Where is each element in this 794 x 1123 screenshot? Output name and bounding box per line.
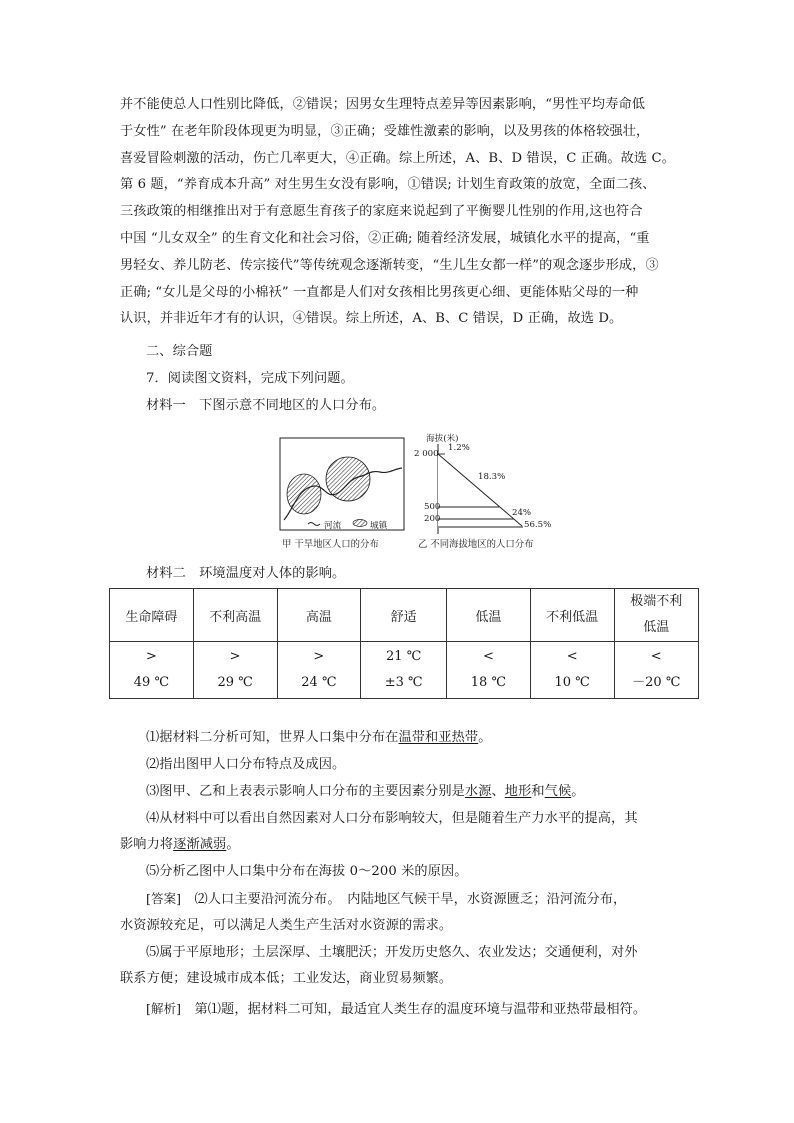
table-cell — [530, 642, 614, 699]
question-3 — [146, 779, 711, 806]
question-4-line1: ⑷从材料中可以看出自然因素对人口分布影响较大，但是随着生产力水平的提高，其 — [146, 811, 638, 826]
answer-line2: 水资源较充足，可以满足人类生产生活对水资源的需求。 — [120, 918, 453, 933]
table-header-cell: 不利高温 — [193, 589, 277, 642]
q3-end: 。 — [571, 784, 585, 799]
figure-caption-left: 甲 干旱地区人口的分布 — [282, 539, 379, 550]
analysis-tag: [解析] — [146, 1001, 182, 1016]
cell-op: < — [482, 649, 494, 664]
question-7: 7．阅读图文资料，完成下列问题。 — [146, 371, 354, 386]
table-cell — [614, 642, 698, 699]
table-row — [110, 642, 699, 699]
table-header-row — [110, 589, 699, 642]
town-legend-symbol — [353, 520, 367, 527]
table-header-cell: 高温 — [277, 589, 361, 642]
material-one: 材料一 下图示意不同地区的人口分布。 — [146, 398, 386, 413]
q4-text: 影响力将 — [120, 837, 174, 852]
pct-label: 18.3% — [478, 472, 506, 482]
q3-answer-water: 水源 — [464, 784, 492, 799]
question-5: ⑸分析乙图中人口集中分布在海拔 0～200 米的原因。 — [146, 864, 468, 879]
answer-line3: ⑸属于平原地形；土层深厚、土壤肥沃；开发历史悠久、农业发达；交通便利，对外 — [146, 945, 638, 960]
table-header-cell: 生命障碍 — [110, 589, 194, 642]
text-line: 正确; “女儿是父母的小棉袄” 一直都是人们对女孩相比男孩更心细、更能体贴父母的一种 — [120, 285, 639, 300]
cell-op: < — [650, 649, 662, 664]
cell-value: 18 ℃ — [470, 675, 506, 690]
tick-label: 500 — [424, 502, 441, 512]
text-line: 第 6 题，“养育成本升高” 对生男生女没有影响，①错误; 计划生育政策的放宽，全面二孩、 — [120, 177, 656, 192]
material-two: 材料二 环境温度对人体的影响。 — [146, 566, 346, 581]
header-wrap: 极端不利低温 — [630, 594, 683, 635]
temperature-table — [109, 588, 699, 699]
answer-tag: [答案] — [146, 891, 182, 906]
text-line: 男轻女、养儿防老、传宗接代”等传统观念逐渐转变，“生儿生女都一样”的观念逐步形成，③ — [120, 258, 659, 273]
section-title: 二、综合题 — [146, 344, 213, 359]
cell-op: > — [229, 649, 241, 664]
table-cell — [361, 642, 447, 699]
cell-op: > — [145, 649, 157, 664]
text-line: 并不能使总人口性别比降低，②错误；因男女生理特点差异等因素影响，“男性平均寿命低 — [120, 97, 646, 112]
cell-value: 10 ℃ — [554, 675, 590, 690]
answer-text: ⑵人口主要沿河流分布。 内陆地区气候干旱，水资源匮乏；沿河流分布， — [194, 892, 627, 907]
q3-text: ⑶图甲、乙和上表表示影响人口分布的主要因素分别是 — [146, 784, 465, 799]
text-line: 喜爱冒险刺激的活动，伤亡几率更大，④正确。综上所述，A、B、D 错误，C 正确。故选 C。 — [120, 151, 675, 166]
legend-town-label: 城镇 — [370, 521, 388, 531]
table-header-cell: 低温 — [447, 589, 531, 642]
figure-caption-right: 乙 不同海拔地区的人口分布 — [418, 539, 534, 550]
q4-answer: 逐渐减弱 — [173, 837, 227, 852]
tick-label: 200 — [424, 514, 441, 524]
pct-label: 24% — [512, 508, 532, 518]
cell-op: < — [566, 649, 578, 664]
text-line: 三孩政策的相继推出对于有意愿生育孩子的家庭来说起到了平衡婴儿性别的作用,这也符合 — [120, 204, 643, 219]
q3-and: 和 — [531, 784, 545, 799]
analysis-line1 — [146, 996, 711, 1024]
question-2: ⑵指出图甲人口分布特点及成因。 — [146, 757, 346, 772]
text-line: 中国 “儿女双全” 的生育文化和社会习俗，②正确; 随着经济发展，城镇化水平的提高，“重 — [120, 231, 650, 246]
table-cell — [277, 642, 361, 699]
answer-line1 — [146, 886, 711, 914]
river-legend-symbol — [308, 523, 320, 526]
q1-end: 。 — [478, 730, 492, 745]
text-line: 认识，并非近年才有的认识，④错误。综上所述，A、B、C 错误，D 正确，故选 D。 — [120, 311, 623, 326]
table-header-cell — [614, 589, 698, 642]
population-figure — [278, 430, 568, 555]
altitude-axis-label: 海拔(米) — [426, 434, 459, 444]
table-header-cell: 不利低温 — [530, 589, 614, 642]
table-cell — [110, 642, 194, 699]
pct-label: 1.2% — [448, 443, 470, 453]
table-cell — [193, 642, 277, 699]
q1-text: ⑴据材料二分析可知，世界人口集中分布在 — [146, 730, 399, 745]
cell-op: 21 ℃ — [386, 649, 422, 664]
cell-value: 29 ℃ — [217, 675, 253, 690]
pct-label: 56.5% — [524, 520, 552, 530]
analysis-text: 第⑴题，据材料二可知，最适宜人类生存的温度环境与温带和亚热带最相符。 — [194, 1002, 647, 1017]
question-1 — [146, 725, 711, 752]
q3-answer-terrain: 地形 — [504, 784, 532, 799]
cell-value: －20 ℃ — [632, 675, 681, 690]
q3-sep: 、 — [491, 784, 505, 799]
table-header-cell: 舒适 — [361, 589, 447, 642]
cell-value: 24 ℃ — [301, 675, 337, 690]
q4-end: 。 — [226, 837, 240, 852]
question-4-line2 — [120, 832, 685, 859]
q3-answer-climate: 气候 — [544, 784, 572, 799]
answer-line4: 联系方便；建设城市成本低；工业发达，商业贸易频繁。 — [120, 971, 453, 986]
legend-river-label: 河流 — [324, 521, 342, 531]
text-line: 于女性” 在老年阶段体现更为明显，③正确；受雄性激素的影响，以及男孩的体格较强壮， — [120, 124, 650, 139]
tick-label: 2 000 — [414, 449, 439, 459]
table-cell — [447, 642, 531, 699]
cell-value: 49 ℃ — [133, 675, 169, 690]
cell-value: ±3 ℃ — [384, 675, 423, 690]
q1-answer: 温带和亚热带 — [398, 730, 479, 745]
cell-op: > — [313, 649, 325, 664]
